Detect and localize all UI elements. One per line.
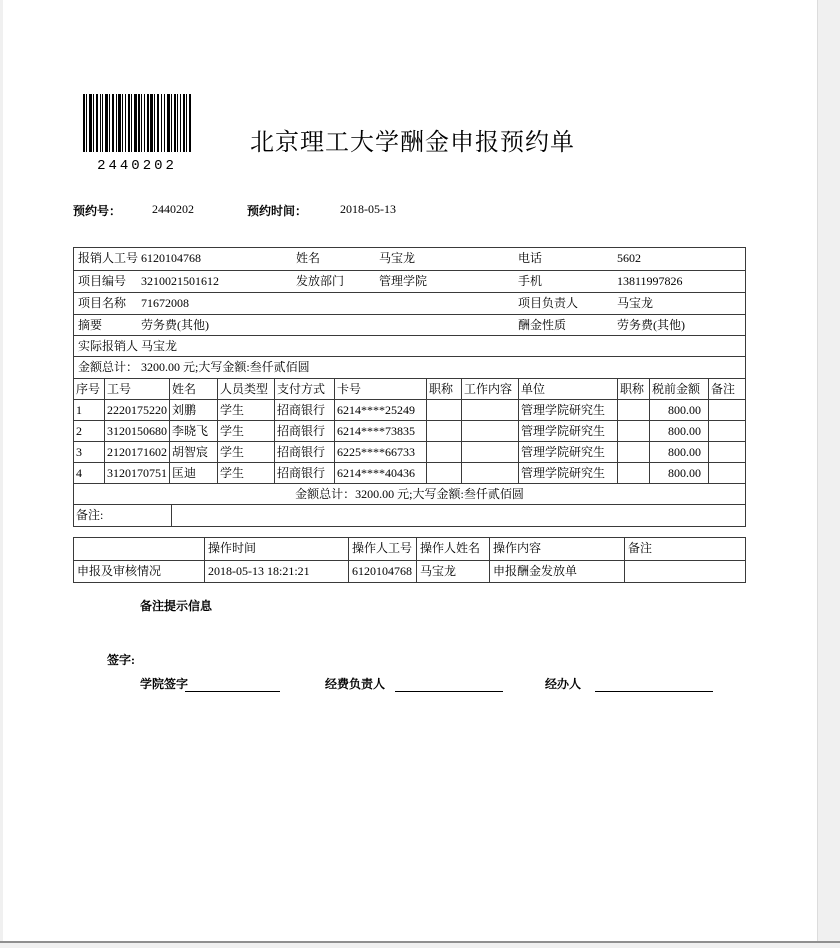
cell [617, 421, 649, 441]
table-note-row [74, 504, 745, 526]
info-row-project-name [74, 292, 745, 314]
cell [617, 400, 649, 420]
cell [617, 463, 649, 483]
field-value: 3200.00 元;大写金额:叁仟贰佰圆 [141, 360, 310, 374]
field-label: 酬金性质 [518, 318, 567, 332]
main-form-table [73, 247, 746, 527]
amount-cell: 800.00 [649, 463, 708, 483]
barcode-bars [83, 94, 191, 152]
field-value: 3210021501612 [141, 274, 219, 288]
column-header: 操作人姓名 [416, 538, 489, 560]
page-title: 北京理工大学酬金申报预约单 [250, 130, 575, 156]
field-label: 电话 [518, 251, 543, 265]
cell [461, 400, 518, 420]
cell [624, 561, 745, 582]
column-header: 姓名 [169, 379, 217, 399]
booking-no-label: 预约号： [73, 204, 122, 218]
audit-header-row [74, 538, 745, 560]
cell [708, 463, 745, 483]
table-row [74, 441, 745, 462]
cell [461, 421, 518, 441]
field-value: 6120104768 [141, 251, 201, 265]
cell: 学生 [217, 463, 274, 483]
note-value [171, 505, 745, 526]
cell [461, 442, 518, 462]
column-header: 工作内容 [461, 379, 518, 399]
field-value: 71672008 [141, 296, 189, 310]
cell [426, 463, 461, 483]
cell: 招商银行 [274, 400, 334, 420]
cell: 3 [76, 445, 82, 459]
booking-time-value: 2018-05-13 [340, 202, 396, 216]
audit-data-row [74, 560, 745, 582]
cell: 6225****66733 [334, 442, 426, 462]
info-row-reimburser [74, 248, 745, 270]
column-header: 职称 [426, 379, 461, 399]
field-label: 项目名称 [78, 296, 127, 310]
field-label: 实际报销人 [78, 339, 139, 353]
cell: 3120150680 [104, 421, 169, 441]
field-label: 项目负责人 [518, 296, 579, 310]
handler-sign-label: 经办人 [545, 677, 582, 691]
cell: 3120170751 [104, 463, 169, 483]
field-label: 摘要 [78, 318, 103, 332]
cell: 申报酬金发放单 [489, 561, 624, 582]
cell [426, 400, 461, 420]
column-header [74, 538, 204, 560]
barcode [82, 94, 192, 174]
cell: 2 [76, 424, 82, 438]
column-header: 序号 [76, 382, 101, 396]
field-value: 劳务费(其他) [141, 318, 209, 332]
college-signature-line [185, 691, 280, 692]
info-row-project-no [74, 270, 745, 292]
booking-line [3, 202, 817, 218]
audit-table [73, 537, 746, 583]
cell: 李晓飞 [169, 421, 217, 441]
cell: 2018-05-13 18:21:21 [204, 561, 348, 582]
cell [617, 442, 649, 462]
column-header: 税前金额 [649, 379, 708, 399]
cell [426, 421, 461, 441]
column-header: 职称 [617, 379, 649, 399]
field-label: 姓名 [296, 251, 321, 265]
field-label: 项目编号 [78, 274, 127, 288]
field-label: 发放部门 [296, 274, 345, 288]
barcode-number: 2440202 [97, 158, 177, 174]
amount-cell: 800.00 [649, 421, 708, 441]
column-header: 人员类型 [217, 379, 274, 399]
cell: 管理学院研究生 [518, 421, 617, 441]
cell: 管理学院研究生 [518, 463, 617, 483]
cell: 刘鹏 [169, 400, 217, 420]
field-value: 13811997826 [617, 274, 683, 288]
column-header: 单位 [518, 379, 617, 399]
table-row [74, 399, 745, 420]
field-value: 管理学院 [379, 274, 428, 288]
info-row-total-amount [74, 356, 745, 378]
column-header: 操作时间 [204, 538, 348, 560]
cell: 招商银行 [274, 421, 334, 441]
table-row [74, 420, 745, 441]
cell: 马宝龙 [416, 561, 489, 582]
field-value: 劳务费(其他) [617, 318, 685, 332]
cell: 学生 [217, 400, 274, 420]
cell: 6214****25249 [334, 400, 426, 420]
cell: 管理学院研究生 [518, 400, 617, 420]
cell: 管理学院研究生 [518, 442, 617, 462]
field-label: 金额总计： [78, 360, 139, 374]
cell: 招商银行 [274, 442, 334, 462]
cell: 6214****73835 [334, 421, 426, 441]
column-header: 备注 [708, 379, 745, 399]
cell [426, 442, 461, 462]
amount-cell: 800.00 [649, 442, 708, 462]
cell: 胡智宸 [169, 442, 217, 462]
detail-header-row [74, 378, 745, 399]
cell: 1 [76, 403, 82, 417]
cell [461, 463, 518, 483]
booking-time-label: 预约时间： [247, 204, 308, 218]
field-value: 马宝龙 [141, 339, 178, 353]
cell: 6120104768 [348, 561, 416, 582]
cell: 2120171602 [104, 442, 169, 462]
cell [708, 421, 745, 441]
fund-owner-sign-label: 经费负责人 [325, 677, 386, 691]
note-label: 备注: [76, 508, 104, 522]
fund-owner-signature-line [395, 691, 503, 692]
cell: 6214****40436 [334, 463, 426, 483]
cell: 申报及审核情况 [77, 564, 162, 578]
window-bottom-edge [0, 941, 840, 943]
cell [708, 442, 745, 462]
table-row [74, 462, 745, 483]
field-label: 报销人工号 [78, 251, 139, 265]
field-value: 马宝龙 [379, 251, 416, 265]
cell: 4 [76, 466, 82, 480]
column-header: 操作内容 [489, 538, 624, 560]
cell: 招商银行 [274, 463, 334, 483]
info-row-actual-reimburser [74, 335, 745, 356]
table-total-row: 金额总计：3200.00 元;大写金额:叁仟贰佰圆 [74, 483, 745, 504]
cell: 学生 [217, 442, 274, 462]
college-sign-label: 学院签字 [140, 677, 189, 691]
booking-no-value: 2440202 [152, 202, 194, 216]
column-header: 工号 [104, 379, 169, 399]
column-header: 卡号 [334, 379, 426, 399]
handler-signature-line [595, 691, 713, 692]
cell: 2220175220 [104, 400, 169, 420]
document-page [3, 0, 818, 941]
field-value: 马宝龙 [617, 296, 654, 310]
info-row-summary [74, 314, 745, 335]
signature-section-label: 签字: [107, 653, 135, 667]
note-hint-label: 备注提示信息 [140, 599, 213, 613]
column-header: 操作人工号 [348, 538, 416, 560]
cell: 学生 [217, 421, 274, 441]
column-header: 备注 [624, 538, 745, 560]
cell: 匡迪 [169, 463, 217, 483]
field-value: 5602 [617, 251, 641, 265]
column-header: 支付方式 [274, 379, 334, 399]
field-label: 手机 [518, 274, 543, 288]
cell [708, 400, 745, 420]
amount-cell: 800.00 [649, 400, 708, 420]
